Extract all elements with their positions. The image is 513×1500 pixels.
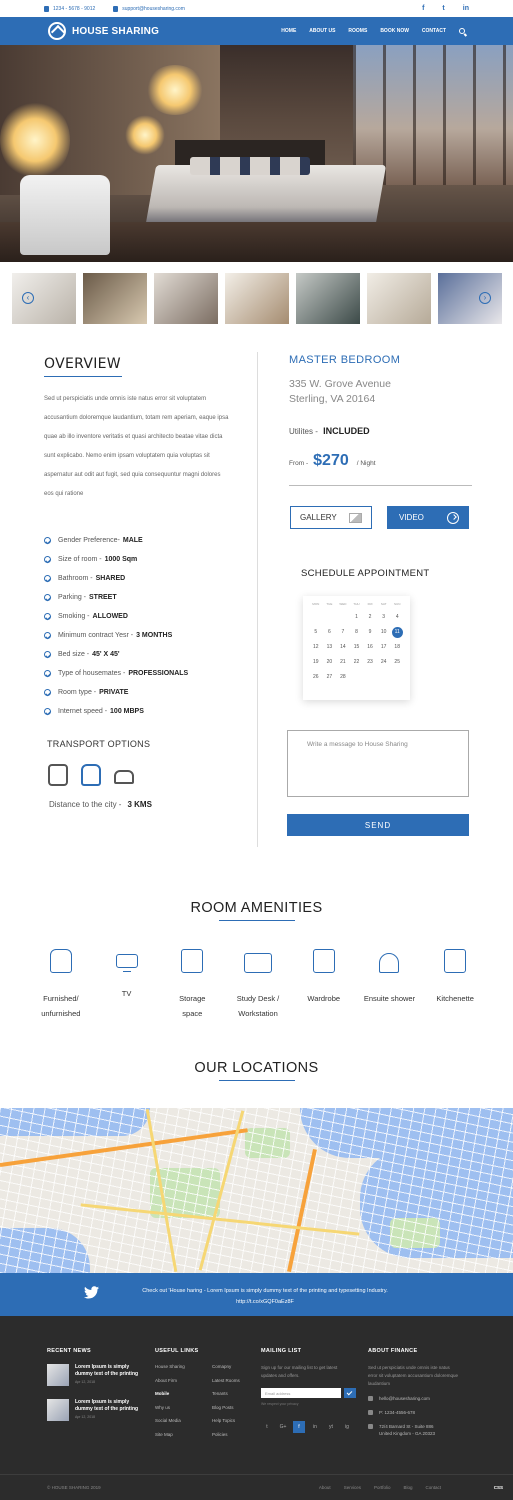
calendar-day[interactable]: 6 [327, 629, 331, 635]
feature-item [44, 664, 244, 683]
feature-label: Bed size - [58, 651, 90, 658]
logo[interactable] [48, 22, 159, 40]
amenity-label-line: Wardrobe [307, 994, 341, 1003]
thumbnail-6[interactable] [367, 273, 431, 324]
site-footer [0, 1316, 513, 1474]
social-links [422, 5, 469, 12]
calendar-day[interactable]: 18 [394, 644, 400, 650]
nav-about-us[interactable]: ABOUT US [309, 28, 336, 34]
bottom-bar [0, 1474, 513, 1500]
calendar-day[interactable]: 15 [353, 644, 360, 650]
thumbnail-4[interactable] [225, 273, 289, 324]
calendar-day[interactable]: 24 [380, 659, 387, 665]
footer-link[interactable]: Mobile [155, 1391, 170, 1396]
about-text: Sed ut perspiciatis unde omnis iste natus error sit voluptatem accusantium doloremque laudantium [368, 1365, 459, 1386]
bottom-link[interactable]: Services [343, 1485, 361, 1490]
footer-link[interactable]: Tenants [212, 1391, 228, 1396]
contact-phone-text: P: 1234-4556-678 [379, 1410, 416, 1415]
desk-icon [244, 953, 272, 973]
calendar-day[interactable]: 10 [380, 629, 387, 635]
amenity-item [225, 949, 291, 1021]
price-value: $270 [313, 452, 349, 469]
twitter-feed [0, 1273, 513, 1316]
twitter-icon[interactable]: t [266, 1424, 268, 1430]
calendar-weekday: TUE [326, 602, 333, 606]
location-pin-icon [368, 1424, 373, 1429]
feature-value: ALLOWED [92, 613, 128, 620]
kitchen-icon [444, 949, 466, 973]
phone-number: 1234 - 5678 - 9012 [53, 5, 96, 12]
useful-links [155, 1364, 262, 1437]
copyright: © HOUSE SHARING 2019 [47, 1485, 101, 1490]
feature-label: Parking - [58, 594, 87, 601]
footer-useful-links [155, 1348, 262, 1437]
calendar-weekday: FRI [367, 602, 373, 606]
room-title: MASTER BEDROOM [289, 354, 401, 366]
footer-link[interactable]: About Firm [155, 1377, 178, 1383]
news-title: Lorem Ipsum is simply dummy text of the printing [75, 1364, 139, 1377]
calendar-day[interactable]: 16 [367, 644, 373, 650]
calendar-week [309, 625, 404, 640]
logo-text: HOUSE SHARING [72, 25, 160, 37]
contact-phone[interactable] [368, 1409, 460, 1416]
google-plus-icon[interactable]: G+ [279, 1424, 287, 1430]
schedule-title: SCHEDULE APPOINTMENT [301, 568, 430, 579]
news-date: Apr 12, 2018 [75, 1380, 96, 1384]
amenity-label [357, 991, 423, 1006]
amenity-label-line: Furnished/ [43, 994, 79, 1003]
check-circle-icon [44, 689, 51, 696]
calendar-weekday: SUN [394, 602, 401, 606]
mailing-list-text: Sign up for our mailing list to get latest updates and offers. [261, 1365, 338, 1378]
amenity-label [225, 991, 291, 1021]
hero-lamp-left [0, 100, 70, 180]
calendar-day[interactable]: 7 [341, 629, 345, 635]
calendar-day[interactable]: 5 [314, 629, 318, 635]
feature-value: STREET [89, 594, 117, 601]
bottom-link[interactable]: Blog [403, 1485, 413, 1490]
message-input[interactable]: Write a message to House Sharing [287, 730, 469, 797]
feature-item [44, 702, 244, 721]
facebook-icon[interactable]: f [293, 1421, 305, 1433]
tweet-text [120, 1286, 410, 1308]
calendar-weekdays [309, 602, 404, 610]
check-circle-icon [44, 594, 51, 601]
price-divider [289, 485, 472, 486]
hero-chair [20, 175, 110, 255]
footer-link[interactable]: Comapny [212, 1364, 232, 1369]
amenities-title: ROOM AMENITIES [190, 900, 323, 916]
mail-icon [368, 1396, 373, 1401]
calendar-day[interactable]: 26 [313, 674, 319, 680]
footer-link[interactable]: House Sharing [155, 1364, 185, 1369]
mail-icon [113, 6, 118, 12]
feature-item [44, 550, 244, 569]
recent-news-title: RECENT NEWS [47, 1348, 91, 1354]
calendar-day[interactable]: 2 [368, 614, 372, 620]
amenity-item [94, 949, 160, 1021]
calendar-day[interactable]: 13 [326, 644, 333, 650]
calendar-day[interactable]: 1 [355, 614, 358, 620]
footer-about [368, 1348, 460, 1437]
feature-value: PRIVATE [99, 689, 129, 696]
map-streets [0, 1108, 513, 1273]
bottom-links [319, 1485, 441, 1490]
transport-icons [48, 764, 134, 786]
price-unit: / Night [356, 460, 376, 467]
linkedin-icon[interactable]: in [462, 5, 469, 12]
locations-underline [219, 1080, 295, 1081]
calendar-day[interactable]: 12 [313, 644, 319, 650]
search-icon[interactable] [459, 28, 465, 34]
tweet-line-1: Check out 'House haring - Lorem Ipsum is simply dummy text of the printing and typesetting Industry. [142, 1288, 388, 1294]
footer-link[interactable]: Latest Rooms [212, 1377, 240, 1383]
feature-item [44, 626, 244, 645]
calendar-day[interactable]: 4 [395, 614, 399, 620]
youtube-icon[interactable]: yt [329, 1424, 333, 1430]
amenity-label-line: unfurnished [41, 1009, 81, 1018]
calendar-day[interactable]: 28 [340, 674, 346, 680]
top-bar [0, 0, 513, 17]
amenity-label [291, 991, 357, 1006]
calendar-day[interactable]: 14 [340, 644, 346, 650]
address-line: 72/4 Barnard St - Suite 886 [379, 1424, 434, 1429]
bottom-link[interactable]: Contact [425, 1485, 441, 1490]
check-circle-icon [44, 575, 51, 582]
room-address [289, 377, 391, 407]
calendar-day [309, 610, 323, 625]
feature-value: SHARED [95, 575, 126, 582]
feature-label: Minimum contract Yesr - [58, 632, 134, 639]
twitter-bird-icon [84, 1286, 99, 1299]
amenity-label [159, 991, 225, 1021]
news-item[interactable] [47, 1364, 145, 1386]
about-title: ABOUT FINANCE [368, 1348, 418, 1354]
overview-underline [44, 376, 122, 377]
email-contact[interactable] [113, 6, 185, 12]
amenity-label-line: space [182, 1009, 203, 1018]
calendar-week [309, 640, 404, 655]
check-circle-icon [44, 537, 51, 544]
check-circle-icon [44, 670, 51, 677]
send-button[interactable]: SEND [287, 814, 469, 836]
facebook-icon[interactable]: f [422, 5, 425, 12]
address-line-1: 335 W. Grove Avenue [289, 378, 391, 390]
car-icon [114, 770, 134, 784]
site-header [0, 17, 513, 45]
calendar-day[interactable]: 3 [382, 614, 386, 620]
instagram-icon[interactable]: ig [345, 1424, 349, 1430]
calendar-day [363, 670, 377, 685]
amenity-label-line: TV [121, 989, 132, 998]
train-icon [81, 764, 101, 786]
calendar-day[interactable]: 17 [380, 644, 387, 650]
address-line: United Kingdom - GA 20323 [379, 1431, 436, 1436]
price-row [289, 452, 376, 470]
room-details [0, 334, 513, 864]
useful-links-title: USEFUL LINKS [155, 1348, 199, 1354]
calendar-day[interactable]: 23 [367, 659, 373, 665]
distance-to-city [49, 800, 152, 809]
calendar-day [350, 670, 364, 685]
feature-item [44, 607, 244, 626]
carousel-next-icon[interactable]: › [479, 292, 491, 304]
feature-item [44, 645, 244, 664]
calendar-day[interactable]: 8 [355, 629, 358, 635]
feature-value: MALE [122, 537, 143, 544]
feature-label: Bathroom - [58, 575, 93, 582]
hero-ceiling-light [145, 65, 205, 115]
email-input[interactable]: Email address [261, 1388, 341, 1398]
news-thumbnail [47, 1399, 69, 1421]
footer-link[interactable]: Site Map [155, 1431, 173, 1437]
calendar-day [323, 610, 337, 625]
amenity-label-line: Storage [179, 994, 206, 1003]
calendar-day[interactable]: 25 [394, 659, 400, 665]
css-badge: CSS [493, 1485, 503, 1490]
thumbnail-carousel [0, 262, 513, 334]
check-circle-icon [44, 613, 51, 620]
calendar-day [336, 610, 350, 625]
news-date: Apr 12, 2018 [75, 1415, 96, 1419]
amenity-label-line: Kitchenette [436, 994, 474, 1003]
feature-label: Internet speed - [58, 708, 108, 715]
nav-home[interactable]: HOME [281, 28, 297, 34]
twitter-icon[interactable]: t [442, 5, 445, 12]
calendar-week [309, 670, 404, 685]
chevron-right-icon [447, 512, 459, 524]
footer-mailing-list [261, 1348, 356, 1433]
transport-title: TRANSPORT OPTIONS [47, 739, 151, 749]
image-icon [349, 513, 362, 523]
storage-icon [181, 949, 203, 973]
subscribe-button[interactable] [344, 1388, 356, 1398]
calendar-weekday: MON [312, 602, 320, 606]
news-item[interactable] [47, 1399, 145, 1421]
feature-label: Gender Preference- [58, 537, 120, 544]
calendar-day[interactable]: 22 [353, 659, 360, 665]
amenities-underline [219, 920, 295, 921]
amenity-item [357, 949, 423, 1021]
feature-value: 45' X 45' [92, 651, 120, 658]
footer-link[interactable]: Policies [212, 1431, 228, 1437]
feature-item [44, 569, 244, 588]
calendar-weekday: THU [353, 602, 360, 606]
column-divider [257, 352, 258, 847]
footer-link[interactable]: Help Topics [212, 1418, 236, 1423]
overview-title: OVERVIEW [44, 356, 121, 372]
privacy-note: We respect your privacy [261, 1402, 299, 1406]
contact-address [368, 1423, 460, 1437]
video-button[interactable] [387, 506, 469, 529]
calendar-week [309, 655, 404, 670]
price-from: From - [289, 460, 309, 467]
wardrobe-icon [313, 949, 335, 973]
calendar-day[interactable]: 20 [326, 659, 333, 665]
locations-map[interactable] [0, 1108, 513, 1273]
address-line-2: Sterling, VA 20164 [289, 393, 376, 405]
bottom-link[interactable]: About [318, 1485, 331, 1490]
feature-item [44, 588, 244, 607]
locations-title: OUR LOCATIONS [194, 1060, 319, 1076]
hero-lamp-mid [125, 115, 165, 155]
thumbnail-2[interactable] [83, 273, 147, 324]
utilities-label: Utilites - [289, 427, 318, 436]
amenity-label [422, 991, 488, 1006]
footer-recent-news [47, 1348, 145, 1434]
feature-list [44, 531, 244, 721]
utilities [289, 426, 370, 436]
calendar-weekday: SAT [380, 602, 387, 606]
bottom-link[interactable]: Portfolio [373, 1485, 391, 1490]
house-logo-icon [48, 22, 66, 40]
amenity-item [159, 949, 225, 1021]
amenity-label-line: Study Desk / [236, 994, 280, 1003]
chair-icon [50, 949, 72, 973]
nav-rooms[interactable]: ROOMS [348, 28, 368, 34]
linkedin-icon[interactable]: in [313, 1424, 317, 1430]
calendar-day[interactable]: 9 [368, 629, 372, 635]
amenity-item [28, 949, 94, 1021]
calendar-day-selected[interactable]: 11 [390, 625, 404, 640]
calendar-weekday: WED [339, 602, 347, 606]
main-nav [281, 28, 465, 34]
carousel-prev-icon[interactable]: ‹ [22, 292, 34, 304]
distance-label: Distance to the city - [49, 800, 122, 809]
contact-email-text: hello@housesharing.com [379, 1396, 430, 1401]
check-circle-icon [44, 708, 51, 715]
thumbnail-5[interactable] [296, 273, 360, 324]
feature-value: PROFESSIONALS [128, 670, 189, 677]
footer-link[interactable]: Why us [155, 1404, 171, 1410]
bus-icon [48, 764, 68, 786]
phone-icon [368, 1410, 373, 1415]
calendar-day[interactable]: 19 [313, 659, 319, 665]
calendar-day[interactable]: 21 [340, 659, 346, 665]
hero-window [353, 45, 513, 185]
check-circle-icon [44, 556, 51, 563]
footer-link[interactable]: Social Media [155, 1418, 181, 1423]
nav-contact[interactable]: CONTACT [421, 28, 446, 34]
hero-pillows [190, 157, 310, 175]
video-label: VIDEO [399, 513, 424, 522]
calendar-day[interactable]: 27 [326, 674, 333, 680]
gallery-button[interactable] [290, 506, 372, 529]
tv-icon [116, 954, 138, 968]
phone-icon [44, 6, 49, 12]
check-circle-icon [44, 632, 51, 639]
news-title: Lorem Ipsum is simply dummy text of the printing [75, 1399, 139, 1412]
calendar-days [309, 610, 404, 685]
feature-label: Smoking - [58, 613, 90, 620]
amenity-label-line: Ensuite shower [363, 994, 416, 1003]
footer-link[interactable]: Blog Posts [212, 1404, 234, 1410]
mailing-list-title: MAILING LIST [261, 1348, 302, 1354]
feature-item [44, 683, 244, 702]
feature-value: 3 MONTHS [136, 632, 173, 639]
calendar-week [309, 610, 404, 625]
amenities-list [28, 949, 488, 1021]
newsletter-form [261, 1388, 356, 1398]
utilities-value: INCLUDED [323, 426, 370, 436]
feature-label: Type of housemates - [58, 670, 126, 677]
tweet-link[interactable]: http://t.co/xGQF0aEz8F [236, 1299, 294, 1305]
nav-book-now[interactable]: BOOK NOW [380, 28, 409, 34]
shower-icon [379, 953, 399, 973]
email-address: support@housesharing.com [122, 5, 185, 12]
footer-social-icons [261, 1421, 356, 1433]
amenity-label [28, 991, 94, 1021]
calendar [303, 596, 410, 700]
calendar-day [377, 670, 391, 685]
contact-email[interactable] [368, 1395, 460, 1402]
feature-item [44, 531, 244, 550]
distance-value: 3 KMS [127, 800, 152, 809]
feature-value: 100 MBPS [110, 708, 144, 715]
check-circle-icon [44, 651, 51, 658]
overview-text: Sed ut perspiciatis unde omnis iste natus error sit voluptatem accusantium doloremque laudantium, totam rem aperiam, eaque ipsa quae ab illo inventore veritatis et quasi architecto beatae vitae dicta sunt explicabo. Nemo enim ipsam voluptatem quia voluptas sit aspernatur aut odit aut fugit, sed quia consequuntur magni dolores eos qui ratione [44, 396, 229, 497]
amenity-item [422, 949, 488, 1021]
thumbnail-7[interactable] [438, 273, 502, 324]
amenity-label [94, 986, 160, 1001]
feature-value: 1000 Sqm [104, 556, 138, 563]
thumbnail-3[interactable] [154, 273, 218, 324]
calendar-day [390, 670, 404, 685]
amenity-label-line: Workstation [238, 1009, 278, 1018]
hero-bedroom-image [0, 45, 513, 262]
feature-label: Room type - [58, 689, 97, 696]
gallery-label: GALLERY [300, 513, 337, 522]
feature-label: Size of room - [58, 556, 102, 563]
amenity-item [291, 949, 357, 1021]
news-thumbnail [47, 1364, 69, 1386]
phone-contact[interactable] [44, 6, 95, 12]
